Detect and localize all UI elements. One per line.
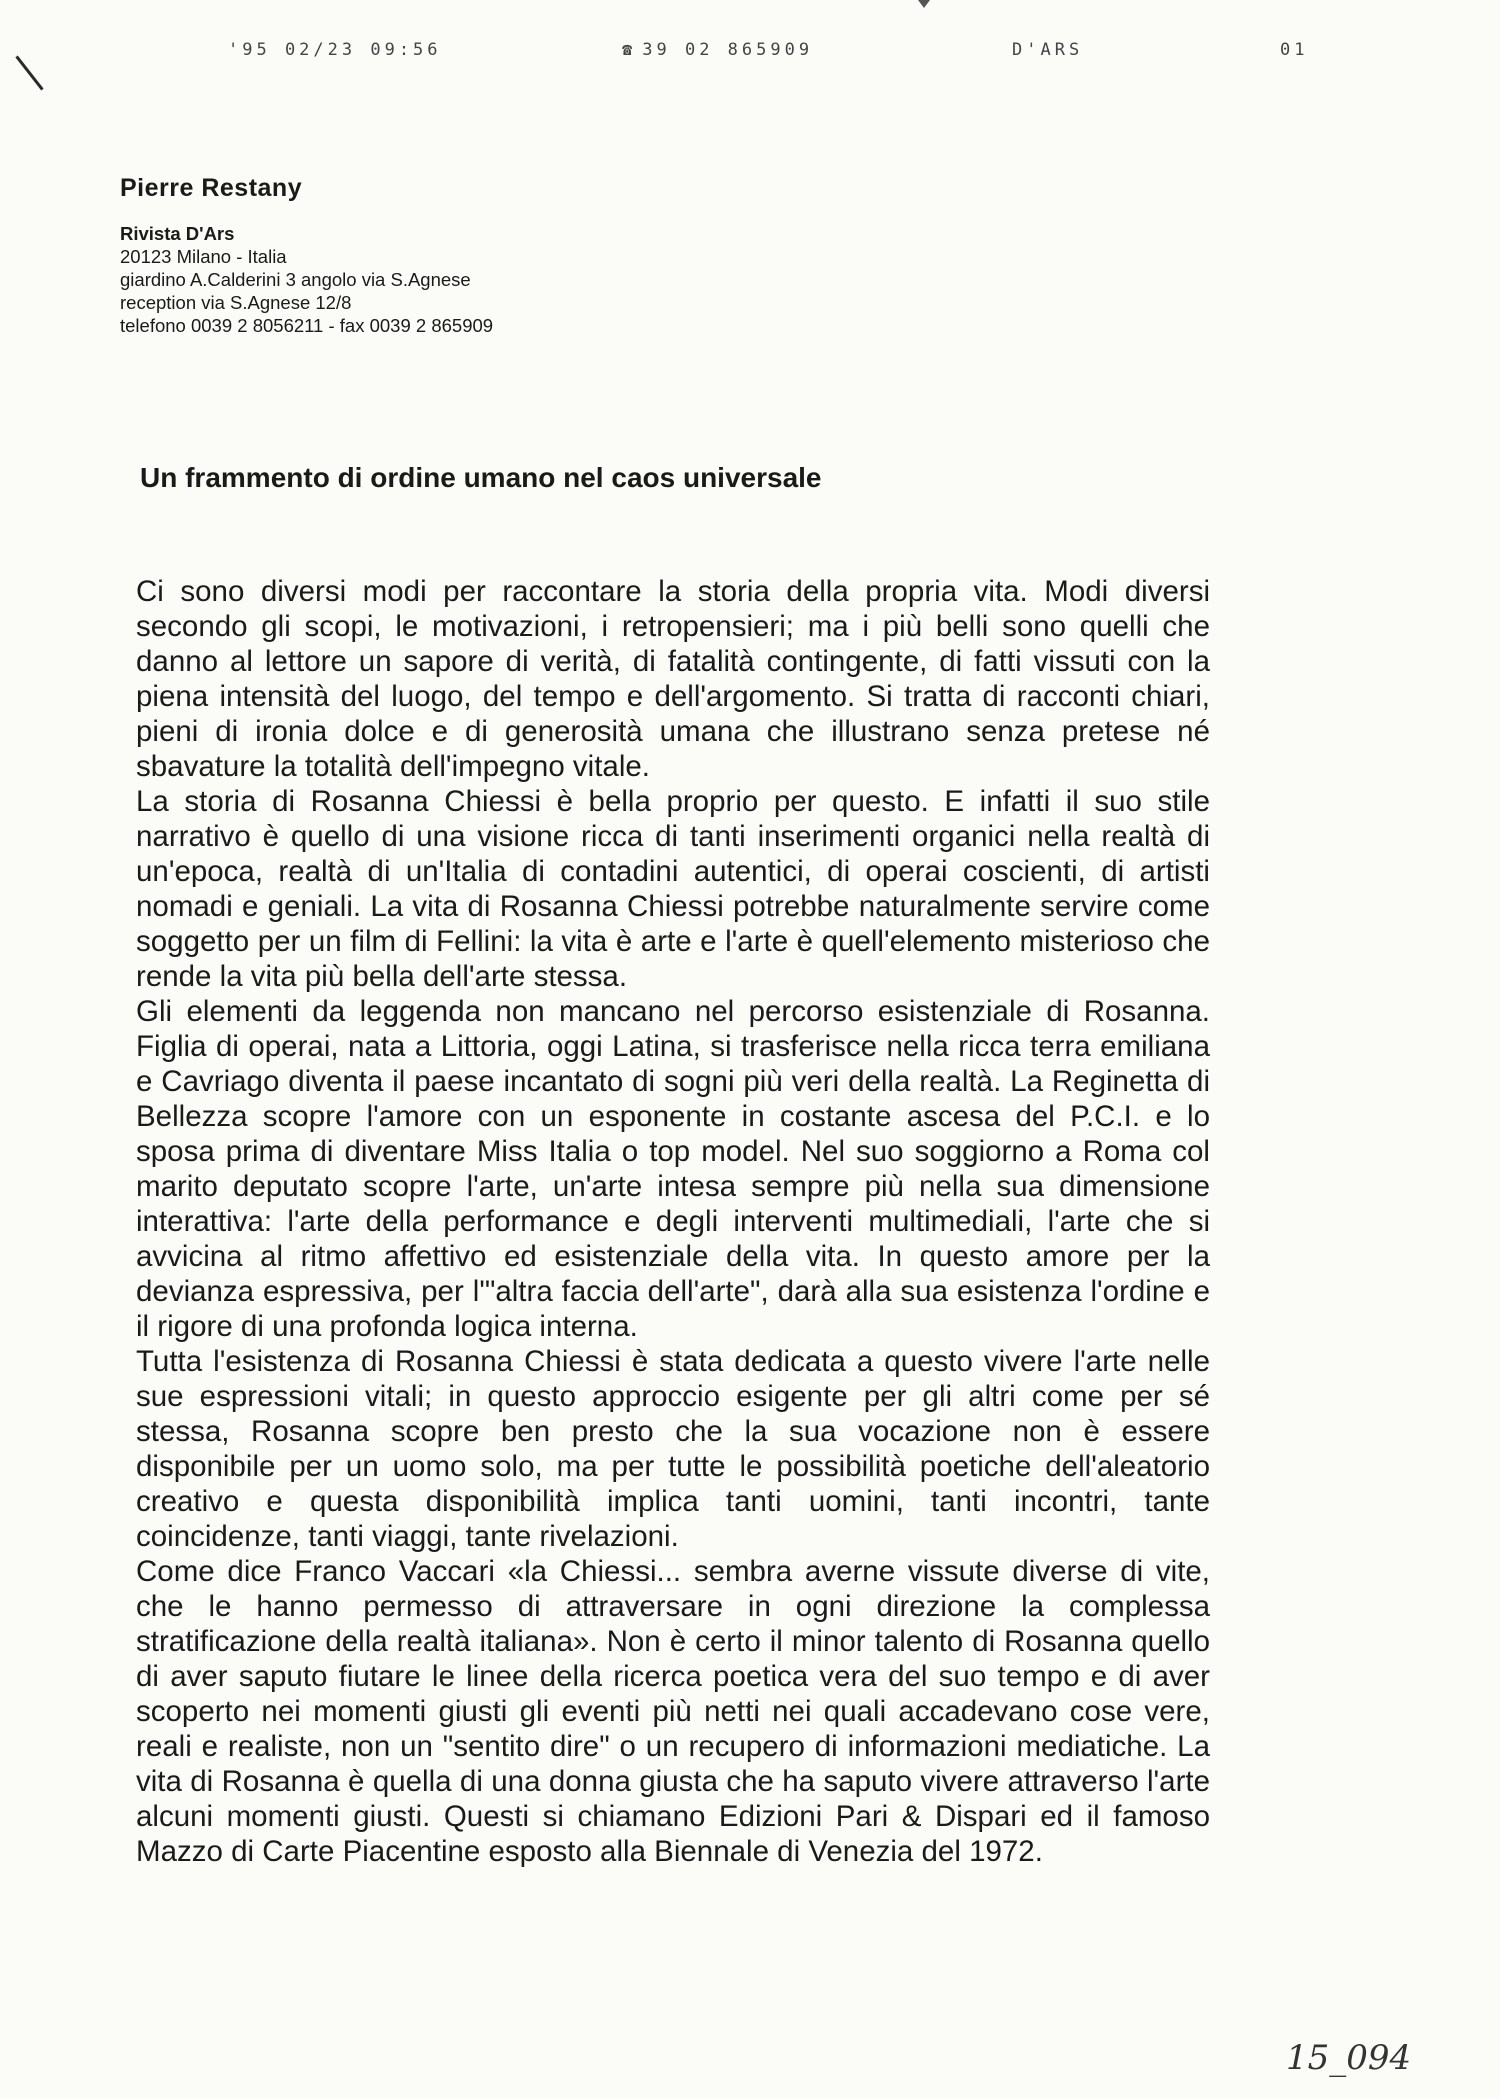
paragraph: Tutta l'esistenza di Rosanna Chiessi è stata dedicata a questo vivere l'arte nelle sue espressioni vitali; in questo approccio esigente per gli altri come per sé stessa, Rosanna scopre ben presto che la sua vocazione non è essere disponibile per un uomo solo, ma per tutte le possibilità poetiche dell'aleatorio creativo e questa disponibilità implica tanti uomini, tanti incontri, tante coincidenze, tanti viaggi, tante rivelazioni. xyxy=(136,1345,1210,1553)
address-line: reception via S.Agnese 12/8 xyxy=(120,292,352,313)
body-text xyxy=(136,574,1210,1869)
telephone-icon: ☎ xyxy=(622,40,633,60)
paragraph: La storia di Rosanna Chiessi è bella proprio per questo. E infatti il suo stile narrativo è quello di una visione ricca di tanti inserimenti organici nella realtà di un'epoca, realtà di un'Italia di contadini autentici, di operai coscienti, di artisti nomadi e geniali. La vita di Rosanna Chiessi potrebbe naturalmente servire come soggetto per un film di Fellini: la vita è arte e l'arte è quell'elemento misterioso che rende la vita più bella dell'arte stessa. xyxy=(136,785,1210,993)
organization-name: Rivista D'Ars xyxy=(120,223,235,244)
fax-phone-number: 39 02 865909 xyxy=(642,40,814,60)
fax-page-number: 01 xyxy=(1280,40,1309,60)
fax-transmission-header xyxy=(0,40,1500,64)
letterhead-address xyxy=(120,222,493,337)
paragraph: Gli elementi da leggenda non mancano nel percorso esistenziale di Rosanna. Figlia di operai, nata a Littoria, oggi Latina, si trasferisce nella ricca terra emiliana e Cavriago diventa il paese incantato di sogni più veri della realtà. La Reginetta di Bellezza scopre l'amore con un esponente in costante ascesa del P.C.I. e lo sposa prima di diventare Miss Italia o top model. Nel suo soggiorno a Roma col marito deputato scopre l'arte, un'arte intesa sempre più nella sua dimensione interattiva: l'arte della performance e degli interventi multimediali, l'arte che si avvicina al ritmo affettivo ed esistenziale della vita. In questo amore per la devianza espressiva, per l'"altra faccia dell'arte", darà alla sua esistenza l'ordine e il rigore di una profonda logica interna. xyxy=(136,995,1210,1343)
fax-date-time: '95 02/23 09:56 xyxy=(228,40,442,60)
document-title: Un frammento di ordine umano nel caos universale xyxy=(140,462,822,493)
fax-phone xyxy=(622,40,813,60)
address-line: giardino A.Calderini 3 angolo via S.Agnese xyxy=(120,269,471,290)
author-name: Pierre Restany xyxy=(120,174,303,202)
handwritten-archive-number: 15_094 xyxy=(1286,2038,1412,2078)
contact-line: telefono 0039 2 8056211 - fax 0039 2 865909 xyxy=(120,315,494,336)
fax-sender: D'ARS xyxy=(1012,40,1084,60)
scan-mark xyxy=(918,0,930,8)
paragraph: Come dice Franco Vaccari «la Chiessi... sembra averne vissute diverse di vite, che le hanno permesso di attraversare in ogni direzione la complessa stratificazione della realtà italiana». Non è certo il minor talento di Rosanna quello di aver saputo fiutare le linee della ricerca poetica vera del suo tempo e di aver scoperto nei momenti giusti gli eventi più netti nei quali accadevano cose vere, reali e realiste, non un "sentito dire" o un recupero di informazioni mediatiche. La vita di Rosanna è quella di una donna giusta che ha saputo vivere attraverso l'arte alcuni momenti giusti. Questi si chiamano Edizioni Pari & Dispari ed il famoso Mazzo di Carte Piacentine esposto alla Biennale di Venezia del 1972. xyxy=(136,1555,1210,1868)
address-line: 20123 Milano - Italia xyxy=(120,246,287,267)
paragraph: Ci sono diversi modi per raccontare la storia della propria vita. Modi diversi secondo gli scopi, le motivazioni, i retropensieri; ma i più belli sono quelli che danno al lettore un sapore di verità, di fatalità contingente, di fatti vissuti con la piena intensità del luogo, del tempo e dell'argomento. Si tratta di racconti chiari, pieni di ironia dolce e di generosità umana che illustrano senza pretese né sbavature la totalità dell'impegno vitale. xyxy=(136,575,1210,783)
